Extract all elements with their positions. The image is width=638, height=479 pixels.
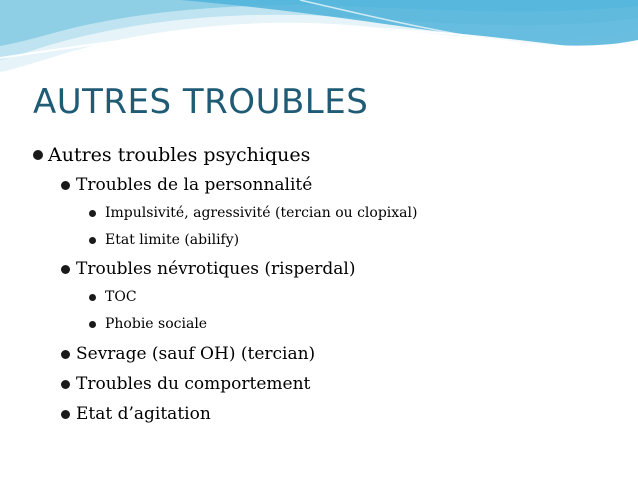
bullet-icon [61,410,70,419]
slide-title: AUTRES TROUBLES [33,82,369,122]
header-wave-decoration [0,0,638,80]
list-item-text: Phobie sociale [105,316,208,332]
list-item [61,175,312,195]
list-item-text: Troubles névrotiques (risperdal) [76,259,356,279]
list-item [89,289,137,305]
bullet-icon [61,380,70,389]
list-item [89,232,239,248]
list-item-text: Sevrage (sauf OH) (tercian) [76,344,316,364]
list-item [89,316,207,332]
list-item-text: Etat d’agitation [76,404,211,424]
list-item [89,205,417,221]
list-item [61,259,356,279]
bullet-icon [61,181,70,190]
list-item-text: Autres troubles psychiques [48,144,311,166]
bullet-icon [89,294,96,301]
bullet-icon [89,210,96,217]
list-item [61,344,315,364]
list-item [61,374,310,394]
list-item-text: Troubles du comportement [76,374,311,394]
list-item-text: Etat limite (abilify) [105,232,240,248]
bullet-icon [33,150,43,160]
list-item [33,144,310,166]
list-item-text: TOC [105,289,137,305]
bullet-icon [89,321,96,328]
list-item [61,404,211,424]
bullet-icon [61,350,70,359]
list-item-text: Troubles de la personnalité [76,175,313,195]
bullet-icon [61,265,70,274]
list-item-text: Impulsivité, agressivité (tercian ou clopixal) [105,205,418,221]
bullet-icon [89,237,96,244]
